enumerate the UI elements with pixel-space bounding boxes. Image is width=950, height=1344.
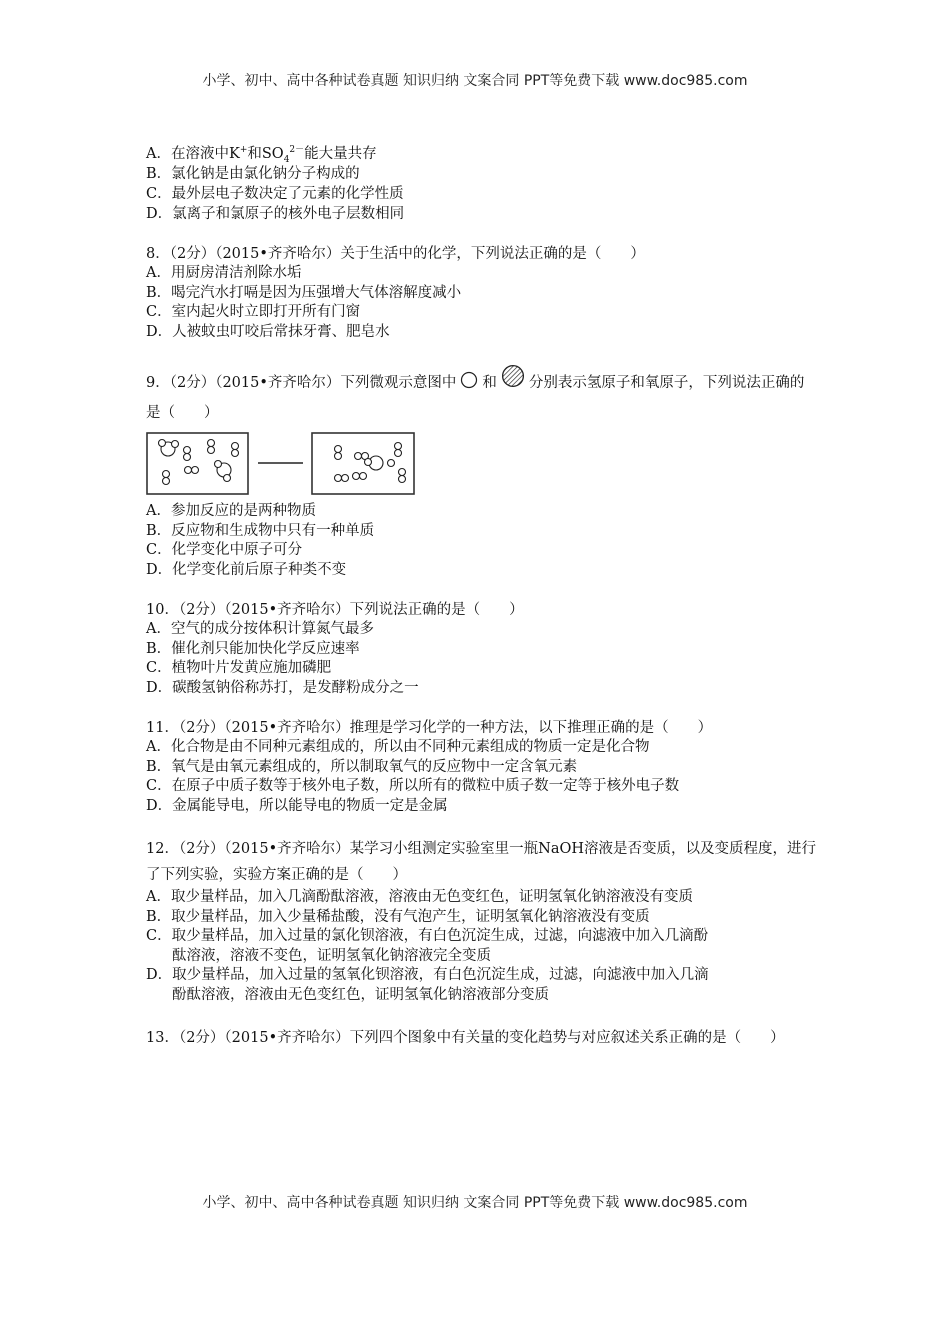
q12-option-b: B．取少量样品，加入少量稀盐酸，没有气泡产生，证明氢氧化钠溶液没有变质 [146,908,650,925]
q8-option-c: C．室内起火时立即打开所有门窗 [146,304,361,320]
q7-option-a-sup1: + [239,145,248,156]
q8-option-d: D．人被蚊虫叮咬后常抹牙膏、肥皂水 [146,323,390,340]
question-9 [146,368,816,580]
q7-option-a-text1: A．在溶液中K [146,146,240,162]
q9-option-c: C．化学变化中原子可分 [146,542,303,558]
q10-option-a: A．空气的成分按体积计算氮气最多 [146,621,374,637]
q9-option-a: A．参加反应的是两种物质 [146,503,316,519]
q7-option-a-text3: 能大量共存 [304,146,377,162]
question-10 [146,600,816,698]
q8-option-a: A．用厨房清洁剂除水垢 [146,265,302,281]
question-8 [146,244,816,342]
q9-stem-part1: 9．（2分）（2015•齐齐哈尔）下列微观示意图中 [146,375,457,391]
q11-option-d: D．金属能导电，所以能导电的物质一定是金属 [146,797,448,814]
micro-reaction-svg [146,432,436,496]
q9-stem [146,368,816,428]
q10-option-c: C．植物叶片发黄应施加磷肥 [146,660,332,676]
q7-option-c: C．最外层电子数决定了元素的化学性质 [146,186,404,202]
q7-option-a-sup2: 2－ [289,145,305,156]
q7-option-b: B．氯化钠是由氯化钠分子构成的 [146,166,360,182]
question-12 [146,836,816,1005]
q8-stem: 8．（2分）（2015•齐齐哈尔）关于生活中的化学，下列说法正确的是（ ） [146,246,645,262]
hydrogen-atom-icon [460,371,478,389]
q11-option-b: B．氧气是由氧元素组成的，所以制取氧气的反应物中一定含氧元素 [146,758,578,775]
q12-option-d-line2: 酚酞溶液，溶液由无色变红色，证明氢氧化钠溶液部分变质 [172,986,549,1003]
q9-stem-part2: 和 [482,375,497,391]
q12-option-d-line1: D．取少量样品，加入过量的氢氧化钡溶液，有白色沉淀生成，过滤，向滤液中加入几滴 [146,967,709,983]
question-13 [146,1025,816,1051]
reaction-diagram [146,432,436,496]
q8-option-b: B．喝完汽水打嗝是因为压强增大气体溶解度减小 [146,284,462,301]
q7-option-a-text2: 和SO [247,146,284,162]
q10-option-d: D．碳酸氢钠俗称苏打，是发酵粉成分之一 [146,679,419,696]
q10-option-b: B．催化剂只能加快化学反应速率 [146,640,360,657]
q12-option-c [146,927,816,966]
page-footer: 小学、初中、高中各种试卷真题 知识归纳 文案合同 PPT等免费下载 www.doc985.com [202,1195,748,1211]
q7-option-a-sub: 4 [283,154,290,165]
page-header: 小学、初中、高中各种试卷真题 知识归纳 文案合同 PPT等免费下载 www.doc985.com [202,73,748,89]
q9-stem-part3: 分别表示氢原子和氧原子，下列说法正确的是（ ） [146,375,805,421]
q11-stem: 11．（2分）（2015•齐齐哈尔）推理是学习化学的一种方法，以下推理正确的是（ ） [146,720,713,736]
oxygen-atom-icon [501,364,525,388]
q12-stem: 12．（2分）（2015•齐齐哈尔）某学习小组测定实验室里一瓶NaOH溶液是否变质，以及变质程度，进行了下列实验，实验方案正确的是（ ） [146,841,816,883]
q12-option-a: A．取少量样品，加入几滴酚酞溶液，溶液由无色变红色，证明氢氧化钠溶液没有变质 [146,889,693,905]
q7-option-d: D．氯离子和氯原子的核外电子层数相同 [146,206,405,222]
q7-option-a [146,144,816,164]
q11-option-c: C．在原子中质子数等于核外电子数，所以所有的微粒中质子数一定等于核外电子数 [146,778,680,794]
q12-option-d [146,966,816,1005]
q13-stem: 13．（2分）（2015•齐齐哈尔）下列四个图象中有关量的变化趋势与对应叙述关系正确的是（ ） [146,1030,785,1046]
q9-option-d: D．化学变化前后原子种类不变 [146,561,347,578]
q10-stem: 10．（2分）（2015•齐齐哈尔）下列说法正确的是（ ） [146,602,524,618]
q12-option-c-line2: 酞溶液，溶液不变色，证明氢氧化钠溶液完全变质 [172,947,491,964]
q11-option-a: A．化合物是由不同种元素组成的，所以由不同种元素组成的物质一定是化合物 [146,739,650,755]
q12-option-c-line1: C．取少量样品，加入过量的氯化钡溶液，有白色沉淀生成，过滤，向滤液中加入几滴酚 [146,928,709,944]
question-11 [146,718,816,816]
questions-container [146,144,816,1071]
question-7 [146,144,816,224]
q9-option-b: B．反应物和生成物中只有一种单质 [146,522,375,539]
